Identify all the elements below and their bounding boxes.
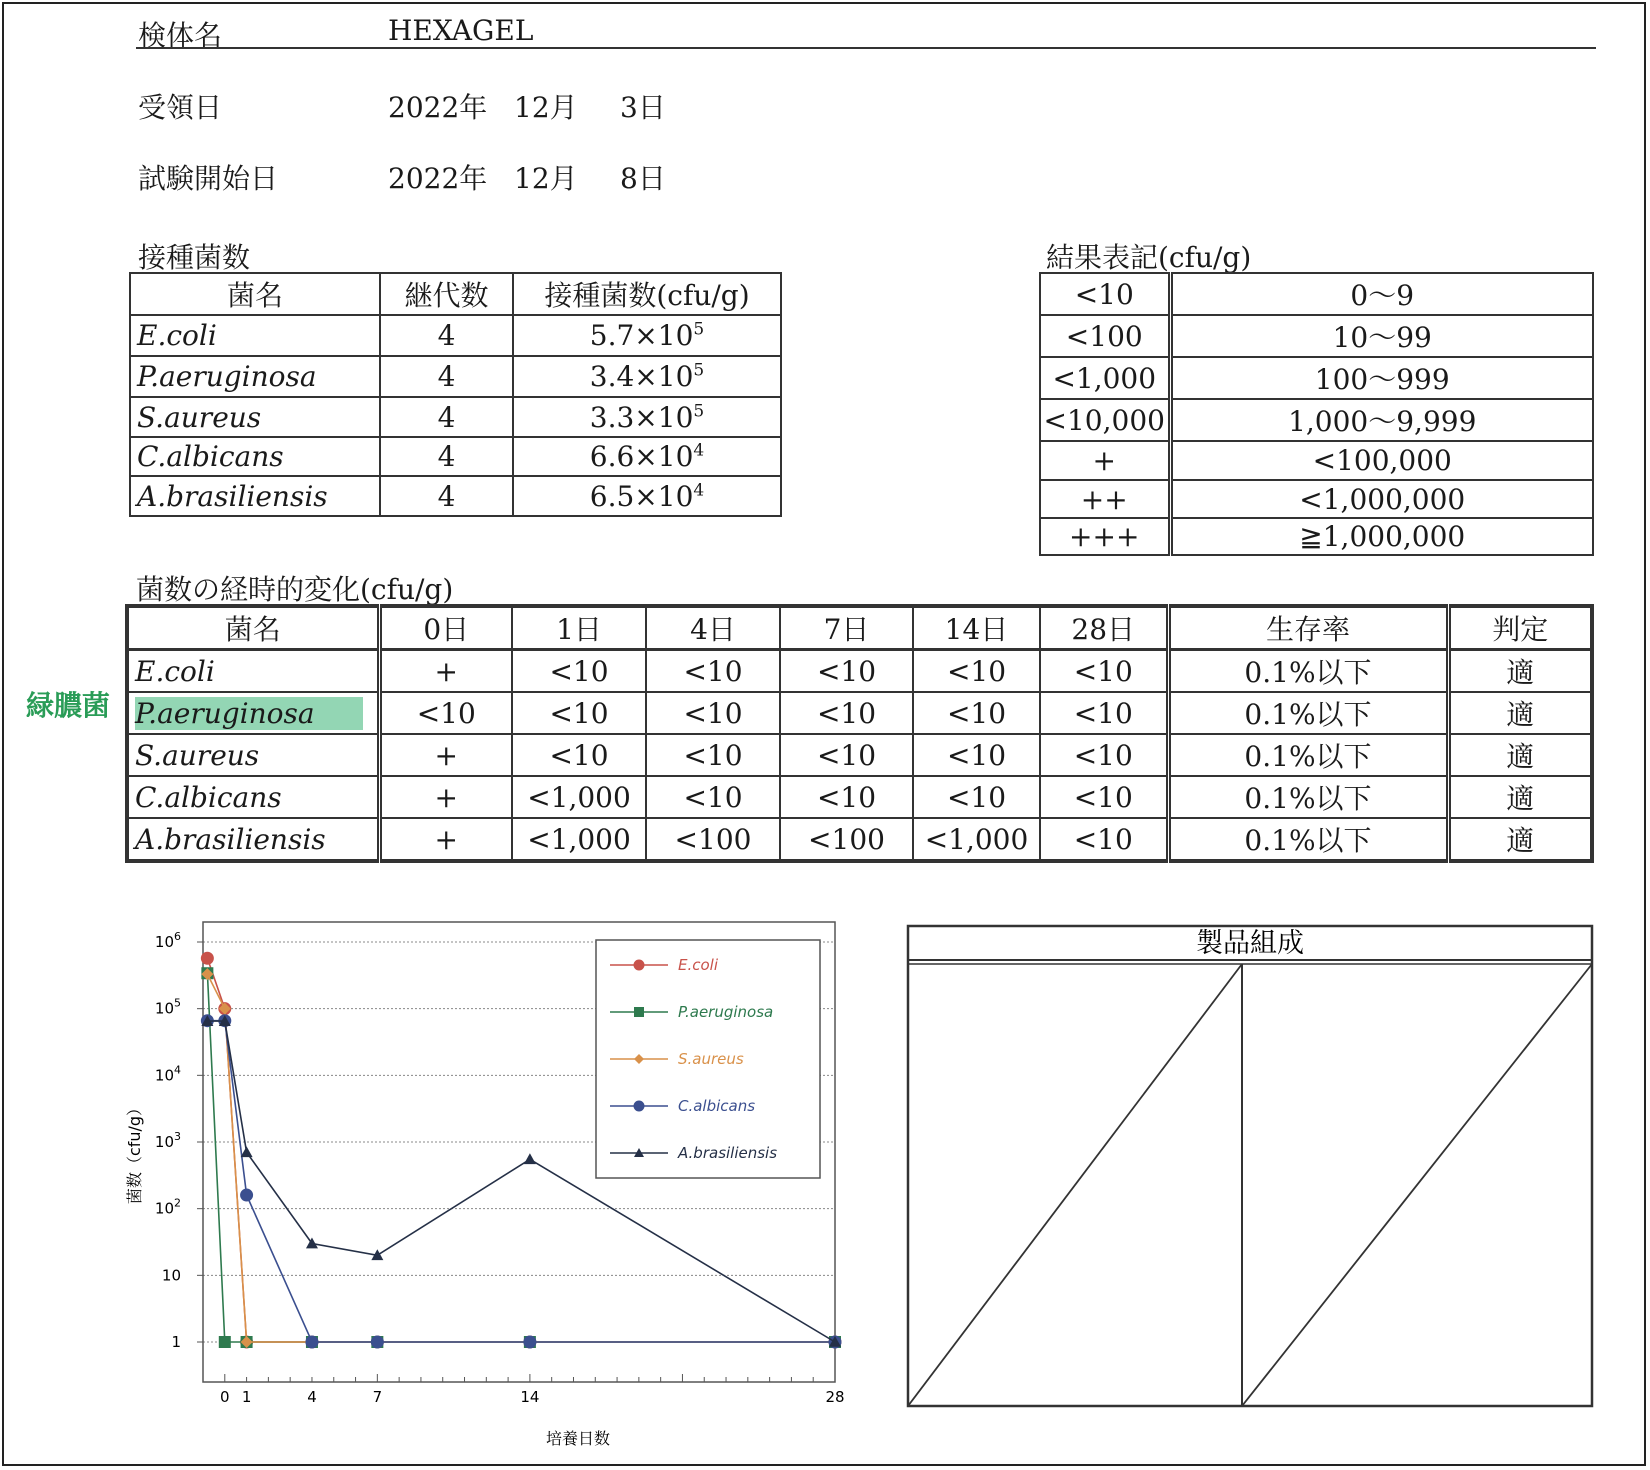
survival-cell: 0.1%以下 — [1168, 692, 1448, 734]
notation-symbol: + — [1040, 441, 1170, 480]
specimen-value: HEXAGEL — [388, 14, 534, 47]
x-tick-label: 1 — [241, 1388, 252, 1406]
count-cell: + — [379, 650, 512, 693]
table-row — [1040, 315, 1593, 357]
organism-name: S.aureus — [130, 397, 380, 437]
inoculum-header-row — [130, 273, 781, 315]
highlight-mark: P.aeruginosa — [135, 697, 363, 730]
notation-symbol: <1,000 — [1040, 357, 1170, 399]
notation-symbol: ++ — [1040, 480, 1170, 518]
count-cell: <10 — [1040, 776, 1168, 818]
survival-cell: 0.1%以下 — [1168, 650, 1448, 693]
count-cell: <10 — [780, 692, 913, 734]
judgement-cell: 適 — [1448, 650, 1592, 693]
y-tick-label: $10^3$ — [154, 1130, 181, 1151]
notation-range: 1,000～9,999 — [1170, 399, 1593, 441]
passage-count: 4 — [380, 356, 513, 397]
col-header: 1日 — [512, 606, 646, 650]
count-cell: + — [379, 776, 512, 818]
notation-range: <1,000,000 — [1170, 480, 1593, 518]
notation-symbol: <100 — [1040, 315, 1170, 357]
notation-range: 100～999 — [1170, 357, 1593, 399]
count-cell: <10 — [1040, 692, 1168, 734]
count-cell: <10 — [913, 776, 1040, 818]
start-label: 試験開始日 — [138, 162, 279, 195]
count-cell: <10 — [913, 692, 1040, 734]
x-axis-label: 培養日数 — [545, 1429, 611, 1448]
col-header: 菌名 — [130, 273, 380, 315]
blank-slash — [1242, 964, 1592, 1406]
count-cell: <10 — [1040, 650, 1168, 693]
judgement-cell: 適 — [1448, 776, 1592, 818]
y-tick-label: 10 — [161, 1266, 181, 1285]
composition-frame — [908, 926, 1592, 1406]
y-tick-label: $10^2$ — [154, 1196, 181, 1218]
organism-name: E.coli — [130, 315, 380, 356]
x-tick-label: 4 — [307, 1388, 317, 1406]
count-cell: <10 — [1040, 734, 1168, 776]
start-year: 2022年 — [388, 162, 488, 195]
legend-label: C.albicans — [678, 1097, 756, 1115]
legend-label: P.aeruginosa — [678, 1003, 774, 1021]
x-tick-label: 0 — [220, 1388, 230, 1406]
timecourse-table — [125, 604, 1594, 863]
col-header: 4日 — [646, 606, 780, 650]
count-cell: <10 — [646, 734, 780, 776]
growth-chart — [100, 900, 860, 1460]
data-point — [306, 1238, 318, 1249]
col-header: 菌名 — [127, 606, 379, 650]
organism-name: A.brasiliensis — [130, 476, 380, 516]
table-row — [127, 692, 1592, 734]
count-cell: <10 — [913, 734, 1040, 776]
count-cell: <10 — [913, 650, 1040, 693]
legend-label: S.aureus — [678, 1050, 744, 1068]
count-cell: <10 — [512, 692, 646, 734]
judgement-cell: 適 — [1448, 734, 1592, 776]
count-cell: <1,000 — [913, 818, 1040, 861]
count-cell: <10 — [780, 734, 913, 776]
table-row — [127, 776, 1592, 818]
passage-count: 4 — [380, 476, 513, 516]
data-point — [219, 1336, 231, 1348]
chart-legend — [596, 940, 820, 1178]
received-year: 2022年 — [388, 91, 488, 124]
notation-symbol: +++ — [1040, 518, 1170, 555]
y-tick-label: 1 — [171, 1333, 181, 1351]
legend-label: E.coli — [678, 956, 719, 974]
timecourse-header-row — [127, 606, 1592, 650]
received-label: 受領日 — [138, 91, 223, 124]
organism-name: P.aeruginosa — [130, 356, 380, 397]
data-point — [241, 1146, 253, 1157]
x-tick-label: 14 — [520, 1388, 540, 1406]
notation-symbol: <10 — [1040, 273, 1170, 315]
table-row — [127, 734, 1592, 776]
table-row — [127, 818, 1592, 861]
count-cell: + — [379, 734, 512, 776]
specimen-label: 検体名 — [138, 19, 223, 52]
judgement-cell: 適 — [1448, 692, 1592, 734]
blank-slash — [908, 964, 1242, 1406]
notation-title: 結果表記(cfu/g) — [1046, 241, 1252, 274]
table-row — [1040, 480, 1593, 518]
notation-table — [1039, 272, 1594, 556]
header-rule — [136, 47, 1596, 49]
x-tick-label: 7 — [372, 1388, 383, 1406]
inoculum-count: $3.3\times 10^5$ — [513, 397, 781, 437]
composition-title: 製品組成 — [1196, 928, 1304, 959]
timecourse-title: 菌数の経時的変化(cfu/g) — [136, 573, 454, 606]
notation-range: <100,000 — [1170, 441, 1593, 480]
table-row — [130, 356, 781, 397]
count-cell: <1,000 — [512, 818, 646, 861]
inoculum-count: $6.5\times 10^4$ — [513, 476, 781, 516]
data-point — [201, 952, 213, 964]
organism-name: C.albicans — [130, 437, 380, 476]
count-cell: <100 — [646, 818, 780, 861]
col-header: 継代数 — [380, 273, 513, 315]
passage-count: 4 — [380, 397, 513, 437]
table-row — [1040, 441, 1593, 480]
legend-label: A.brasiliensis — [678, 1144, 778, 1162]
data-point — [306, 1336, 318, 1348]
notation-range: 0～9 — [1170, 273, 1593, 315]
col-header: 生存率 — [1168, 606, 1448, 650]
y-tick-label: $10^6$ — [154, 930, 181, 951]
x-tick-label: 28 — [825, 1388, 845, 1406]
count-cell: <10 — [512, 734, 646, 776]
col-header: 判定 — [1448, 606, 1592, 650]
organism-name: A.brasiliensis — [127, 818, 379, 861]
table-row — [130, 476, 781, 516]
start-day: 8日 — [620, 162, 666, 195]
passage-count: 4 — [380, 315, 513, 356]
table-row — [1040, 273, 1593, 315]
notation-range: 10～99 — [1170, 315, 1593, 357]
judgement-cell: 適 — [1448, 818, 1592, 861]
count-cell: <10 — [780, 776, 913, 818]
passage-count: 4 — [380, 437, 513, 476]
count-cell: + — [379, 818, 512, 861]
col-header: 0日 — [379, 606, 512, 650]
col-header: 接種菌数(cfu/g) — [513, 273, 781, 315]
composition-box — [906, 924, 1596, 1408]
count-cell: <10 — [646, 776, 780, 818]
organism-name-highlighted — [127, 692, 379, 734]
received-month: 12月 — [514, 91, 578, 124]
table-row — [130, 397, 781, 437]
inoculum-count: $6.6\times 10^4$ — [513, 437, 781, 476]
notation-range: ≧1,000,000 — [1170, 518, 1593, 555]
table-row — [1040, 518, 1593, 555]
col-header: 14日 — [913, 606, 1040, 650]
count-cell: <100 — [780, 818, 913, 861]
y-axis-ticks — [155, 930, 203, 1351]
start-month: 12月 — [514, 162, 578, 195]
col-header: 7日 — [780, 606, 913, 650]
count-cell: <10 — [1040, 818, 1168, 861]
table-row — [127, 650, 1592, 693]
table-row — [130, 315, 781, 356]
inoculum-count: $3.4\times 10^5$ — [513, 356, 781, 397]
table-row — [130, 437, 781, 476]
side-label: 緑膿菌 — [26, 689, 111, 722]
data-point — [634, 1101, 644, 1111]
data-point — [634, 960, 644, 970]
inoculum-table — [129, 272, 782, 517]
count-cell: <10 — [512, 650, 646, 693]
data-point — [241, 1189, 253, 1201]
table-row — [1040, 357, 1593, 399]
inoculum-count: $5.7\times 10^5$ — [513, 315, 781, 356]
table-row — [1040, 399, 1593, 441]
data-point — [524, 1153, 536, 1164]
organism-name: S.aureus — [127, 734, 379, 776]
survival-cell: 0.1%以下 — [1168, 818, 1448, 861]
count-cell: <10 — [780, 650, 913, 693]
data-point — [634, 1007, 644, 1017]
y-tick-label: $10^5$ — [154, 996, 181, 1018]
organism-name: C.albicans — [127, 776, 379, 818]
col-header: 28日 — [1040, 606, 1168, 650]
survival-cell: 0.1%以下 — [1168, 776, 1448, 818]
data-point — [524, 1336, 536, 1348]
notation-symbol: <10,000 — [1040, 399, 1170, 441]
organism-name: E.coli — [127, 650, 379, 693]
y-axis-label: 菌数（cfu/g） — [125, 1099, 144, 1205]
inoculum-title: 接種菌数 — [138, 241, 251, 274]
count-cell: <10 — [646, 692, 780, 734]
count-cell: <10 — [646, 650, 780, 693]
count-cell: <10 — [379, 692, 512, 734]
data-point — [371, 1336, 383, 1348]
count-cell: <1,000 — [512, 776, 646, 818]
received-day: 3日 — [620, 91, 666, 124]
y-tick-label: $10^4$ — [154, 1063, 181, 1085]
x-axis-ticks — [220, 1374, 845, 1406]
survival-cell: 0.1%以下 — [1168, 734, 1448, 776]
